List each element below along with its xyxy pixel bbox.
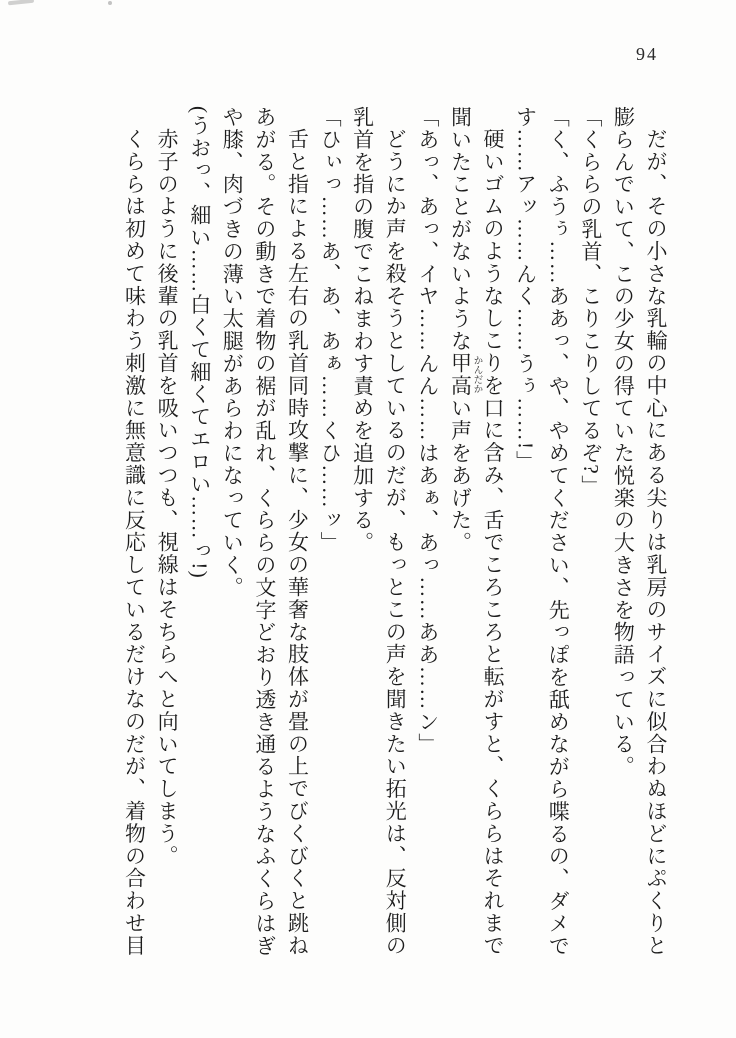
- paragraph: 舌と指による左右の乳首同時攻撃に、少女の華奢な肢体が畳の上でびくびくと跳ねあがる。その動きで着物の裾が乱れ、くららの文字どおり透き通るようなふくらはぎや膝、肉づきの薄い太腿があらわになっていく。: [220, 106, 310, 958]
- paragraph: 「く、ふうぅ……ああっ、や、やめてください、先っぽを舐めながら喋るの、ダメです……アッ……んく……うぅ……!」: [513, 106, 571, 958]
- body-text: [118, 106, 672, 966]
- scan-artifact: [8, 0, 34, 5]
- paragraph: くららは初めて味わう刺激に無意識に反応しているだけなのだが、着物の合わせ目: [122, 128, 147, 957]
- paragraph: 「あっ、あっ、イヤ……んん……はあぁ、あっ……ああ……ン」: [415, 106, 440, 756]
- paragraph: 「くららの乳首、こりこりしてるぞ?」: [578, 106, 603, 498]
- paragraph: 赤子のように後輩の乳首を吸いつつも、視線はそちらへと向いてしまう。: [155, 128, 180, 868]
- paragraph: だが、その小さな乳輪の中心にある尖りは乳房のサイズに似合わぬほどにぷくりと膨らんでいて、この少女の得ていた悦楽の大きさを物語っている。: [611, 106, 668, 957]
- furigana-ruby: 甲高 かんだか: [448, 352, 482, 398]
- paragraph: (うおっ、細い……白くて細くてエロい……っ!): [187, 106, 212, 580]
- page-number: 94: [636, 44, 658, 64]
- paragraph: どうにか声を殺そうとしているのだが、もっとこの声を聞きたい拓光は、反対側の乳首を指の腹でこねまわす責めを追加する。: [350, 106, 408, 957]
- paragraph: 「ひぃっ……あ、あ、あぁ……くひ……ッ」: [318, 106, 343, 554]
- scan-artifact: [108, 1, 112, 5]
- paragraph: 硬いゴムのようなしこりを口に含み、舌でころころと転がすと、くららはそれまで聞いたことがないような甲高 かんだかい声をあげた。: [448, 106, 506, 957]
